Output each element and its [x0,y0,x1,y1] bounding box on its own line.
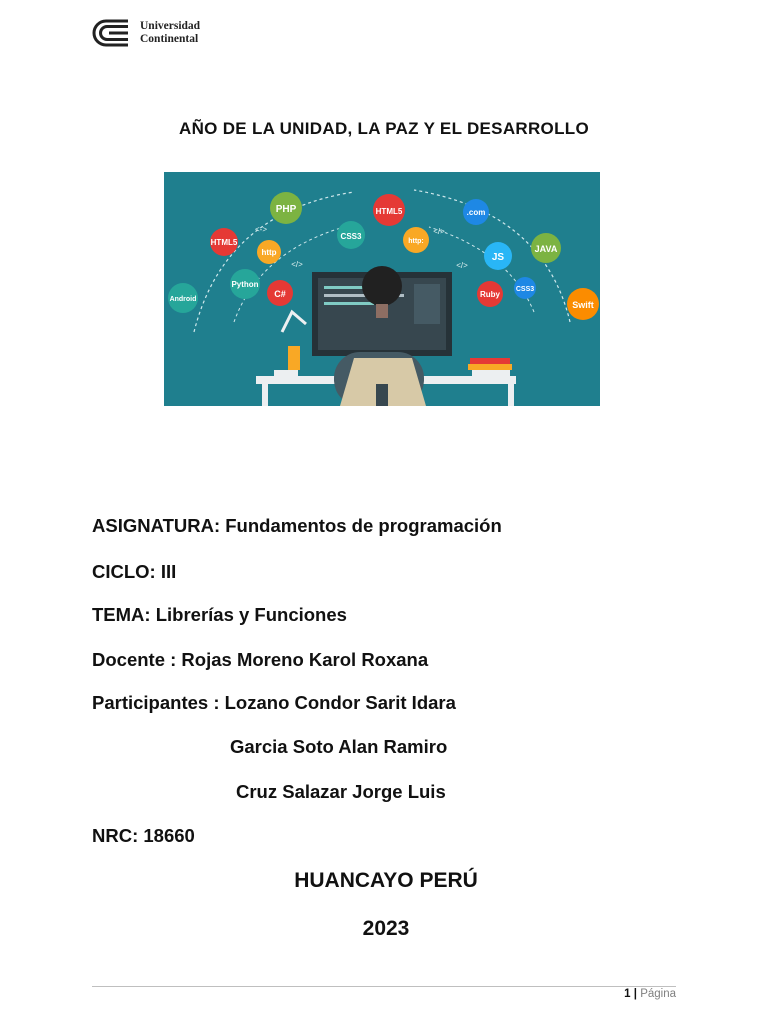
bubble-html5-left: HTML5 [210,238,238,247]
bubble-ruby: Ruby [480,290,500,299]
university-name [140,20,200,46]
city-heading: HUANCAYO PERÚ [294,869,478,892]
subject-field: ASIGNATURA: Fundamentos de programación [92,515,502,536]
university-logo-icon [92,18,132,48]
symbol-code-1: </> [433,227,445,236]
bubble-html5: HTML5 [375,207,403,216]
footer-separator: | [633,988,637,1000]
bubble-js: JS [491,252,505,263]
topic-field: TEMA: Librerías y Funciones [92,604,347,625]
bubble-https: http: [408,238,424,245]
logo-line-1: Universidad [140,20,201,32]
bubble-java: JAVA [534,244,558,254]
page-footer [624,988,676,1000]
bubble-python: Python [231,280,259,289]
footer-divider [92,986,676,987]
page-label: Página [640,988,676,1000]
symbol-arrows: <-> [254,225,268,234]
symbol-code-2: </> [291,260,303,269]
bubble-android: Android [169,296,197,303]
bubble-dotcom: .com [466,208,486,217]
bubble-csharp: C# [274,289,286,299]
university-logo [92,18,242,50]
symbol-code-3: </> [456,261,468,270]
participant-name: Cruz Salazar Jorge Luis [236,781,446,802]
participant-name: Garcia Soto Alan Ramiro [230,736,448,757]
year-motto-heading: AÑO DE LA UNIDAD, LA PAZ Y EL DESARROLLO [179,119,589,138]
year-heading: 2023 [362,917,410,940]
page-number: 1 [624,988,631,1000]
participants-field: Participantes : Lozano Condor Sarit Idara [92,692,456,713]
cycle-field: CICLO: III [92,561,177,582]
teacher-field: Docente : Rojas Moreno Karol Roxana [92,649,429,670]
programming-illustration [164,172,600,406]
bubble-http: http [261,248,277,257]
nrc-field: NRC: 18660 [92,825,195,846]
logo-line-2: Continental [140,33,199,45]
bubble-css3-small: CSS3 [515,286,535,293]
bubble-css3: CSS3 [340,232,362,241]
bubble-swift: Swift [572,300,594,310]
bubble-php: PHP [275,204,297,215]
